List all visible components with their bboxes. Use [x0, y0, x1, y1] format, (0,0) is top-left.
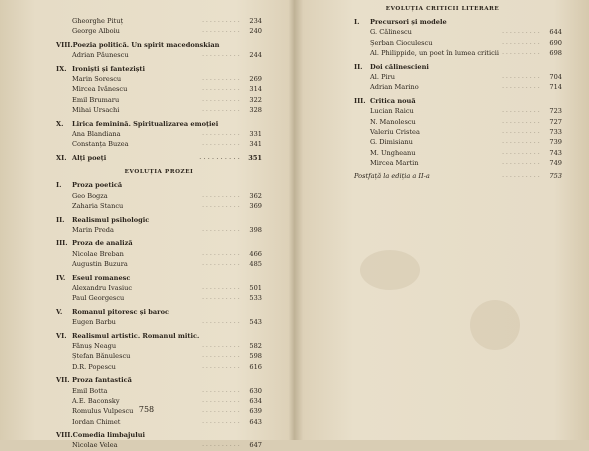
toc-title: Iordan Chimet	[72, 417, 121, 426]
toc-entry	[354, 48, 562, 58]
toc-page-number: 634	[249, 396, 262, 405]
toc-entry	[354, 148, 562, 158]
toc-entry	[56, 249, 262, 259]
toc-entry	[56, 259, 262, 269]
toc-entry	[56, 317, 262, 327]
toc-title: Critica nouă	[370, 96, 416, 105]
leader-dots: . . . . . . . . . .	[502, 29, 540, 36]
toc-page-number: 582	[249, 341, 262, 350]
leader-dots: . . . . . . . . . .	[202, 203, 240, 210]
toc-page-number: 398	[249, 226, 262, 235]
leader-dots: . . . . . . . . . .	[202, 442, 240, 449]
toc-page-number: 328	[249, 106, 262, 115]
toc-page-number: 647	[249, 441, 262, 450]
toc-section	[56, 430, 262, 440]
toc-title: Realismul artistic. Romanul mitic.	[72, 331, 200, 340]
leader-dots: . . . . . . . . . .	[202, 319, 240, 326]
toc-page-number: 331	[249, 129, 262, 138]
toc-page-number: 485	[249, 260, 262, 269]
toc-title: Mihai Ursachi	[72, 106, 120, 115]
leader-dots: . . . . . . . . . .	[502, 160, 540, 167]
leader-dots: . . . . . . . . . .	[202, 342, 240, 349]
toc-page-number: 314	[249, 85, 262, 94]
leader-dots: . . . . . . . . . .	[202, 250, 240, 257]
leader-dots: . . . . . . . . . .	[202, 227, 240, 234]
section-number: IX.	[56, 64, 67, 73]
section-number: X.	[56, 119, 64, 128]
leader-dots: . . . . . . . . . .	[502, 128, 540, 135]
toc-title: Șerban Cioculescu	[370, 38, 433, 47]
table-of-contents-right	[354, 14, 562, 182]
section-number: I.	[56, 181, 62, 190]
toc-title: Mircea Ivănescu	[72, 85, 128, 94]
toc-page-number: 690	[549, 38, 562, 47]
leader-dots: . . . . . . . . . .	[202, 86, 240, 93]
leader-dots: . . . . . . . . . .	[502, 139, 540, 146]
toc-title: N. Manolescu	[370, 117, 416, 126]
leader-dots: . . . . . . . . . .	[202, 141, 240, 148]
toc-entry	[56, 26, 262, 36]
toc-page-number: 234	[249, 17, 262, 25]
toc-title: Ana Blandiana	[72, 129, 121, 138]
toc-title: George Alboiu	[72, 27, 120, 36]
toc-title: Paul Georgescu	[72, 294, 125, 303]
section-number: XI.	[56, 153, 67, 162]
toc-entry	[56, 16, 262, 26]
toc-title: Mircea Martin	[370, 159, 419, 168]
toc-section	[56, 215, 262, 225]
toc-title: Nicolae Breban	[72, 249, 124, 258]
toc-title: Ștefan Bănulescu	[72, 352, 131, 361]
leader-dots: . . . . . . . . . .	[202, 192, 240, 199]
leader-dots: . . . . . . . . . .	[502, 50, 540, 57]
toc-title: G. Dimisianu	[370, 138, 413, 147]
toc-entry	[56, 74, 262, 84]
toc-title: Nicolae Velea	[72, 441, 118, 450]
leader-dots: . . . . . . . . . .	[202, 18, 240, 24]
toc-entry	[354, 38, 562, 48]
toc-entry	[56, 191, 262, 201]
leader-dots: . . . . . . . . . .	[502, 108, 540, 115]
toc-entry	[56, 50, 262, 60]
toc-title: M. Ungheanu	[370, 148, 416, 157]
leader-dots: . . . . . . . . . .	[202, 363, 240, 370]
leader-dots: . . . . . . . . . .	[199, 154, 240, 161]
toc-entry	[56, 201, 262, 211]
section-number: V.	[56, 307, 63, 316]
toc-title: Augustin Buzura	[72, 260, 128, 269]
toc-entry	[354, 127, 562, 137]
toc-page-number: 727	[549, 117, 562, 126]
toc-entry	[56, 351, 262, 361]
toc-section	[354, 17, 562, 27]
toc-page-number: 543	[249, 318, 262, 327]
toc-entry	[354, 158, 562, 168]
toc-title: Poezia politică. Un spirit macedonskian	[72, 40, 220, 49]
toc-page-number: 269	[249, 74, 262, 83]
toc-title: Emil Botta	[72, 386, 108, 395]
section-number: VI.	[56, 331, 67, 340]
leader-dots: . . . . . . . . . .	[502, 118, 540, 125]
toc-title: Precursori și modele	[370, 18, 447, 26]
toc-page-number: 598	[249, 352, 262, 361]
toc-title: Al. Philippide, un poet în lumea criticii	[370, 49, 499, 58]
leader-dots: . . . . . . . . . .	[202, 284, 240, 291]
toc-entry	[56, 84, 262, 94]
toc-page-number: 739	[549, 138, 562, 147]
toc-page-number: 322	[249, 95, 262, 104]
toc-entry	[354, 117, 562, 127]
toc-title: Romanul pitoresc și baroc	[72, 307, 170, 316]
toc-title: Alexandru Ivasiuc	[72, 283, 133, 292]
toc-page-number: 714	[549, 83, 562, 92]
toc-title: Gheorghe Pituț	[72, 17, 124, 25]
toc-section	[354, 96, 562, 106]
toc-title: Al. Piru	[370, 72, 396, 81]
toc-entry	[56, 386, 262, 396]
toc-page-number: 749	[549, 159, 562, 168]
toc-title: Proza poetică	[72, 181, 123, 190]
toc-entry	[354, 137, 562, 147]
toc-page-number: 501	[249, 283, 262, 292]
section-number: IV.	[56, 273, 66, 282]
toc-page-number: 704	[549, 72, 562, 81]
toc-page-number: 630	[249, 386, 262, 395]
leader-dots: . . . . . . . . . .	[202, 418, 240, 425]
toc-title: Eugen Barbu	[72, 318, 116, 327]
section-number: VIII.	[56, 431, 73, 440]
toc-page-number: 351	[248, 153, 262, 162]
toc-title: Comedia limbajului	[72, 431, 146, 440]
toc-title: Lucian Raicu	[370, 107, 414, 116]
toc-title: Postfață la ediția a II-a	[354, 172, 430, 181]
toc-section	[56, 180, 262, 190]
table-of-contents-left	[56, 16, 262, 451]
page-number: 758	[138, 405, 155, 414]
left-page	[0, 0, 293, 450]
toc-entry	[354, 27, 562, 37]
toc-section	[56, 375, 262, 385]
toc-page-number: 616	[249, 362, 262, 371]
toc-title: Realismul psihologic	[72, 215, 150, 224]
leader-dots: . . . . . . . . . .	[202, 261, 240, 268]
section-number: III.	[354, 96, 366, 105]
toc-section	[56, 307, 262, 317]
toc-entry	[56, 283, 262, 293]
toc-page-number: 698	[549, 49, 562, 58]
toc-page-number: 753	[549, 172, 562, 181]
leader-dots: . . . . . . . . . .	[502, 149, 540, 156]
leader-dots: . . . . . . . . . .	[202, 408, 240, 415]
toc-title: Geo Bogza	[72, 191, 108, 200]
running-head: EVOLUȚIA CRITICII LITERARE	[385, 6, 500, 12]
toc-section	[354, 62, 562, 72]
toc-entry	[56, 417, 262, 427]
leader-dots: . . . . . . . . . .	[502, 84, 540, 91]
toc-page-number: 240	[249, 27, 262, 36]
part-heading: EVOLUȚIA PROZEI	[124, 169, 194, 176]
toc-title: Fănuș Neagu	[72, 341, 117, 350]
toc-section	[56, 238, 262, 248]
toc-title: Alți poeți	[72, 153, 107, 162]
toc-title: G. Călinescu	[370, 28, 412, 37]
toc-title: Adrian Marino	[370, 83, 419, 92]
toc-entry	[354, 72, 562, 82]
toc-title: Eseul romanesc	[72, 273, 131, 282]
toc-page-number: 362	[249, 191, 262, 200]
leader-dots: . . . . . . . . . .	[502, 173, 540, 180]
toc-title: Marin Sorescu	[72, 74, 122, 83]
toc-page-number: 466	[249, 249, 262, 258]
toc-title: Constanța Buzea	[72, 140, 129, 149]
toc-postface	[354, 171, 562, 181]
toc-title: Proza de analiză	[72, 239, 133, 248]
toc-entry	[56, 95, 262, 105]
toc-page-number: 369	[249, 202, 262, 211]
toc-page-number: 533	[249, 294, 262, 303]
leader-dots: . . . . . . . . . .	[202, 353, 240, 360]
toc-page-number: 639	[249, 407, 262, 416]
section-number: I.	[354, 18, 360, 26]
toc-entry	[354, 82, 562, 92]
toc-entry	[56, 105, 262, 115]
leader-dots: . . . . . . . . . .	[202, 96, 240, 103]
toc-title: Marin Preda	[72, 226, 114, 235]
leader-dots: . . . . . . . . . .	[202, 52, 240, 59]
leader-dots: . . . . . . . . . .	[202, 75, 240, 82]
toc-page-number: 244	[249, 51, 262, 60]
toc-page-number: 733	[549, 127, 562, 136]
toc-title: Zaharia Stancu	[72, 202, 124, 211]
toc-section	[56, 331, 262, 341]
toc-title: A.E. Baconsky	[72, 396, 120, 405]
leader-dots: . . . . . . . . . .	[202, 387, 240, 394]
toc-section	[56, 273, 262, 283]
toc-entry	[354, 106, 562, 116]
toc-page-number: 341	[249, 140, 262, 149]
toc-entry	[56, 129, 262, 139]
section-number: III.	[56, 239, 68, 248]
leader-dots: . . . . . . . . . .	[202, 107, 240, 114]
right-page	[296, 0, 589, 440]
toc-title: Ironiști și fanteziști	[72, 64, 145, 73]
toc-entry	[56, 139, 262, 149]
toc-title: Romulus Vulpescu	[72, 407, 134, 416]
section-number: VIII.	[56, 40, 73, 49]
toc-page-number: 644	[549, 28, 562, 37]
leader-dots: . . . . . . . . . .	[202, 295, 240, 302]
toc-page-number: 643	[249, 417, 262, 426]
toc-entry	[56, 362, 262, 372]
toc-title: Adrian Păunescu	[72, 51, 129, 60]
leader-dots: . . . . . . . . . .	[502, 73, 540, 80]
leader-dots: . . . . . . . . . .	[202, 130, 240, 137]
toc-entry	[56, 225, 262, 235]
toc-title: Proza fantastică	[72, 376, 132, 385]
toc-entry	[56, 440, 262, 450]
toc-title: D.R. Popescu	[72, 362, 116, 371]
toc-section	[56, 64, 262, 74]
toc-title: Valeriu Cristea	[370, 127, 420, 136]
toc-page-number: 743	[549, 148, 562, 157]
toc-entry	[56, 293, 262, 303]
leader-dots: . . . . . . . . . .	[502, 39, 540, 46]
section-number: II.	[56, 215, 65, 224]
leader-dots: . . . . . . . . . .	[202, 28, 240, 35]
toc-entry	[56, 341, 262, 351]
toc-section	[56, 119, 262, 129]
section-number: II.	[354, 62, 363, 71]
toc-section	[56, 40, 262, 50]
toc-title: Doi călinescieni	[370, 62, 429, 71]
section-number: VII.	[56, 376, 70, 385]
toc-title: Emil Brumaru	[72, 95, 120, 104]
toc-page-number: 723	[549, 107, 562, 116]
leader-dots: . . . . . . . . . .	[202, 397, 240, 404]
toc-section	[56, 153, 262, 163]
toc-title: Lirica feminină. Spiritualizarea emoției	[72, 119, 219, 128]
